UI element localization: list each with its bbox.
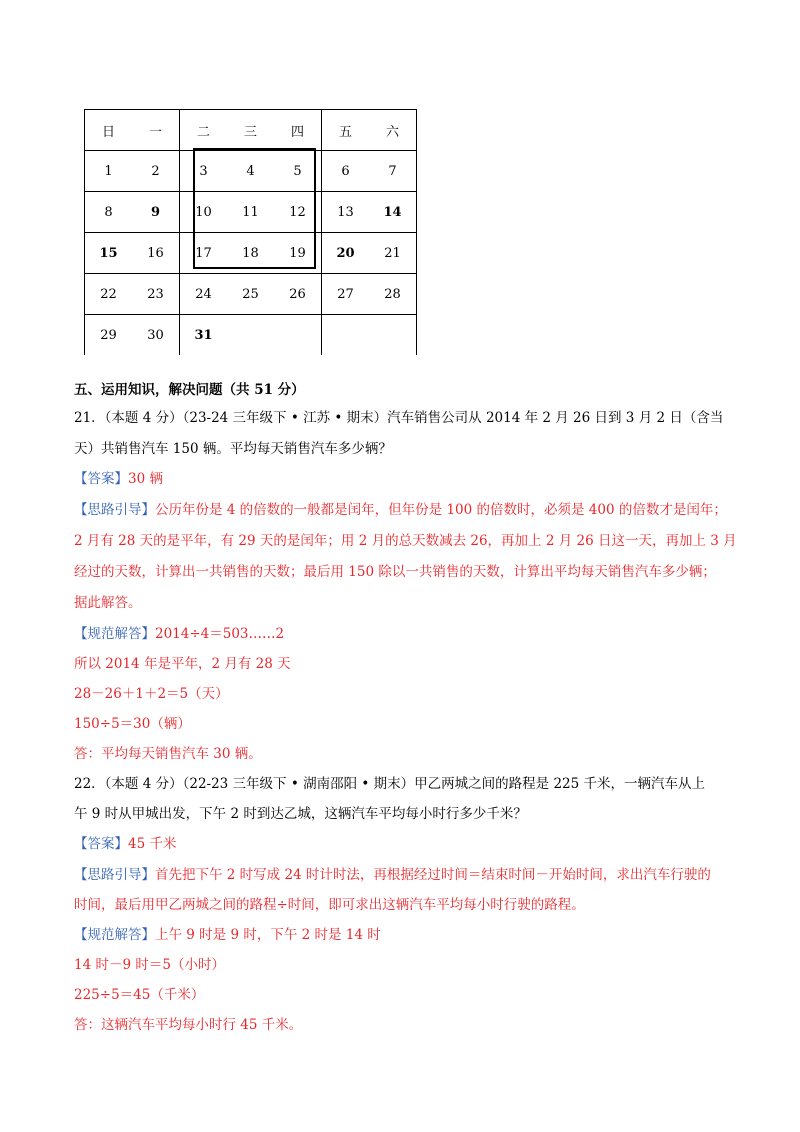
q22-stem-line2: 午 9 时从甲城出发，下午 2 时到达乙城，这辆汽车平均每小时行多少千米？ <box>74 806 527 822</box>
calendar-day: 20 <box>322 233 370 274</box>
q21-answer <box>74 470 734 488</box>
calendar-day: 22 <box>85 274 133 315</box>
calendar-day: 7 <box>369 151 417 192</box>
q22-solution-line1 <box>74 926 734 944</box>
solution-text: 2014÷4＝503……2 <box>155 626 285 642</box>
calendar-day: 3 <box>180 151 228 192</box>
q21-hint-line4: 据此解答。 <box>74 595 142 611</box>
calendar-day: 14 <box>369 192 417 233</box>
q21-hint-line3: 经过的天数，计算出一共销售的天数；最后用 150 除以一共销售的天数，计算出平均每天销售汽车多少辆； <box>74 564 716 580</box>
calendar-header-row <box>85 110 417 151</box>
calendar-day: 31 <box>180 315 228 356</box>
calendar-day: 8 <box>85 192 133 233</box>
calendar-day: 27 <box>322 274 370 315</box>
calendar-day: 23 <box>132 274 180 315</box>
calendar-day: 21 <box>369 233 417 274</box>
answer-tag: 【答案】 <box>74 836 128 852</box>
hint-text: 公历年份是 4 的倍数的一般都是闰年，但年份是 100 的倍数时，必须是 400 的倍数才是闰年； <box>155 502 727 518</box>
calendar-day <box>322 315 370 356</box>
calendar-day <box>369 315 417 356</box>
q21-solution-line3: 28－26＋1＋2＝5（天） <box>74 686 229 702</box>
calendar-day: 17 <box>180 233 228 274</box>
calendar-week-row <box>85 315 417 356</box>
calendar-day <box>274 315 322 356</box>
hint-text: 首先把下午 2 时写成 24 时计时法，再根据经过时间＝结束时间－开始时间，求出汽车行驶的 <box>155 867 711 883</box>
weekday-header: 四 <box>274 110 322 151</box>
calendar-day: 11 <box>227 192 274 233</box>
q22-stem-line1: 22．（本题 4 分）（22-23 三年级下 • 湖南邵阳 • 期末）甲乙两城之间的路程是 225 千米，一辆汽车从上 <box>74 776 705 792</box>
calendar-day <box>227 315 274 356</box>
calendar-day: 4 <box>227 151 274 192</box>
q21-solution-line2: 所以 2014 年是平年，2 月有 28 天 <box>74 656 291 672</box>
calendar-day: 15 <box>85 233 133 274</box>
selection-box <box>193 148 316 269</box>
calendar-day: 10 <box>180 192 228 233</box>
q22-hint-line1 <box>74 866 734 884</box>
calendar-day: 1 <box>85 151 133 192</box>
calendar-day: 18 <box>227 233 274 274</box>
calendar-day: 19 <box>274 233 322 274</box>
calendar-day: 26 <box>274 274 322 315</box>
calendar-day: 30 <box>132 315 180 356</box>
q22-hint-line2: 时间，最后用甲乙两城之间的路程÷时间，即可求出这辆汽车平均每小时行驶的路程。 <box>74 897 585 913</box>
calendar-day: 5 <box>274 151 322 192</box>
calendar-day: 2 <box>132 151 180 192</box>
calendar-week-row <box>85 274 417 315</box>
calendar-day: 29 <box>85 315 133 356</box>
q22-solution-line2: 14 时－9 时＝5（小时） <box>74 957 225 973</box>
q21-hint-line1 <box>74 501 734 519</box>
q22-solution-line3: 225÷5＝45（千米） <box>74 987 205 1003</box>
q21-hint-line2: 2 月有 28 天的是平年，有 29 天的是闰年；用 2 月的总天数减去 26，再加上 2 月 26 日这一天，再加上 3 月 <box>74 533 737 549</box>
weekday-header: 日 <box>85 110 133 151</box>
calendar-day: 25 <box>227 274 274 315</box>
calendar-day: 16 <box>132 233 180 274</box>
q21-solution-line5: 答：平均每天销售汽车 30 辆。 <box>74 746 262 762</box>
calendar-day: 24 <box>180 274 228 315</box>
calendar-day: 6 <box>322 151 370 192</box>
answer-text: 45 千米 <box>128 836 177 852</box>
calendar-day: 9 <box>132 192 180 233</box>
weekday-header: 五 <box>322 110 370 151</box>
weekday-header: 三 <box>227 110 274 151</box>
solution-tag: 【规范解答】 <box>74 626 155 642</box>
q21-solution-line1 <box>74 625 734 643</box>
weekday-header: 一 <box>132 110 180 151</box>
solution-tag: 【规范解答】 <box>74 927 155 943</box>
q21-solution-line4: 150÷5＝30（辆） <box>74 716 191 732</box>
weekday-header: 二 <box>180 110 228 151</box>
q22-answer <box>74 835 734 853</box>
answer-text: 30 辆 <box>128 471 163 487</box>
calendar-day: 28 <box>369 274 417 315</box>
calendar-day: 12 <box>274 192 322 233</box>
hint-tag: 【思路引导】 <box>74 502 155 518</box>
calendar-day: 13 <box>322 192 370 233</box>
answer-tag: 【答案】 <box>74 471 128 487</box>
weekday-header: 六 <box>369 110 417 151</box>
section-title: 五、运用知识，解决问题（共 51 分） <box>74 382 305 398</box>
q22-solution-line4: 答：这辆汽车平均每小时行 45 千米。 <box>74 1017 303 1033</box>
q21-stem-line1: 21．（本题 4 分）（23-24 三年级下 • 江苏 • 期末）汽车销售公司从 2014 年 2 月 26 日到 3 月 2 日（含当 <box>74 410 724 426</box>
hint-tag: 【思路引导】 <box>74 867 155 883</box>
q21-stem-line2: 天）共销售汽车 150 辆。平均每天销售汽车多少辆？ <box>74 441 392 457</box>
solution-text: 上午 9 时是 9 时，下午 2 时是 14 时 <box>155 927 381 943</box>
